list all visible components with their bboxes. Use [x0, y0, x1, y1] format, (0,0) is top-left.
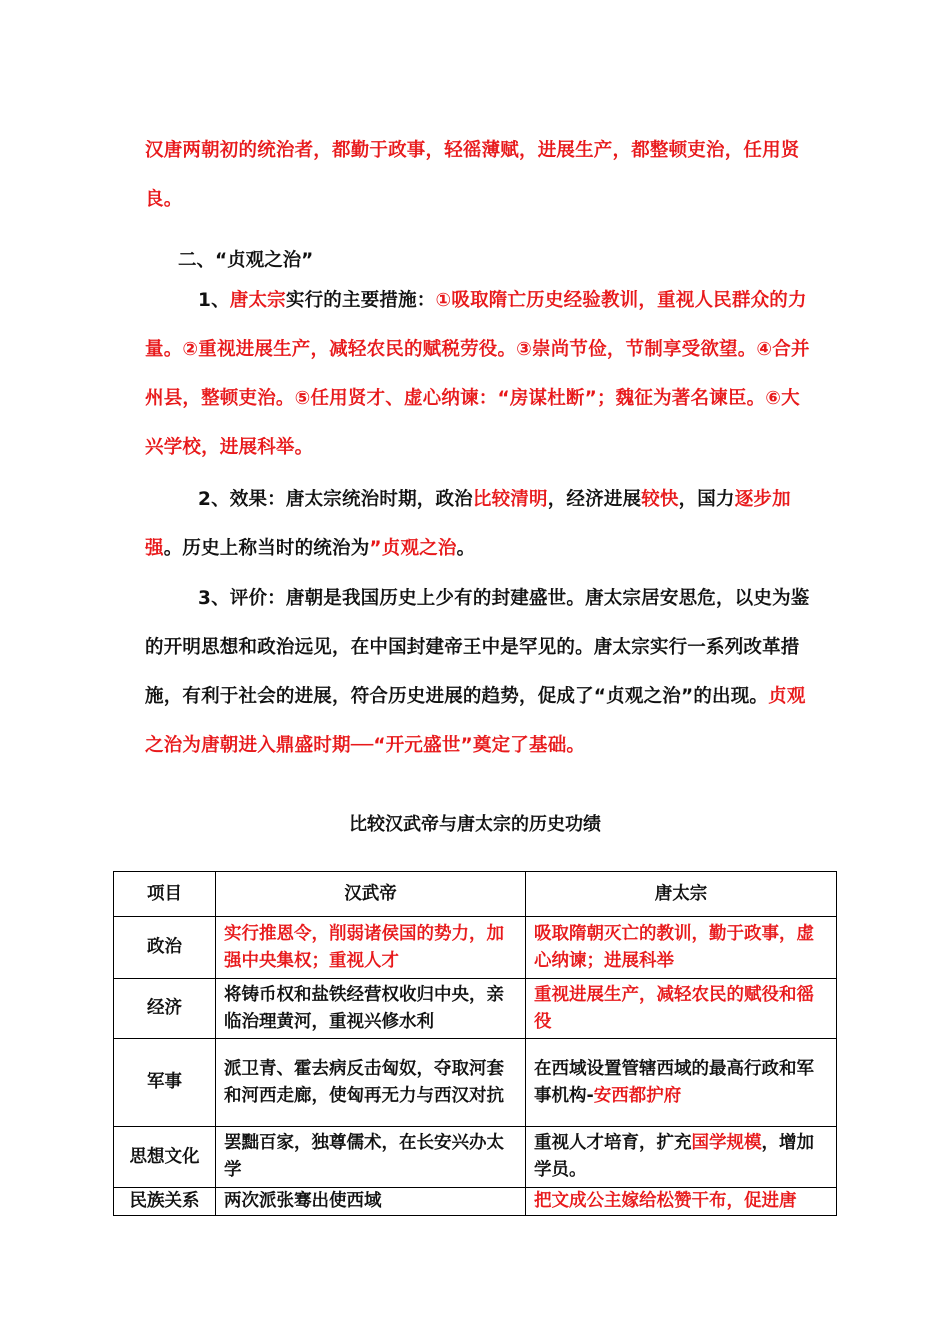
table-row [114, 1188, 837, 1216]
item1-prefix: 1、 [198, 290, 230, 311]
table-row [114, 917, 837, 979]
item2-red-1: 比较清明 [472, 489, 548, 510]
row-tang [526, 1039, 837, 1127]
row-item: 思想文化 [114, 1127, 216, 1188]
row-item: 经济 [114, 979, 216, 1039]
header-item: 项目 [114, 872, 216, 917]
row-tang-text: 在西域设置管辖西域的最高行政和军事机构- [534, 1058, 814, 1106]
item1-label: 实行的主要措施： [285, 290, 436, 311]
intro-text: 汉唐两朝初的统治者，都勤于政事，轻徭薄赋，进展生产，都整顿吏治，任用贤良。 [145, 140, 800, 210]
item1-paragraph [145, 276, 810, 472]
row-item: 军事 [114, 1039, 216, 1127]
row-tang-red: 安西都护府 [593, 1085, 682, 1106]
item2-red-2: 较快 [641, 489, 679, 510]
row-han: 将铸币权和盐铁经营权收归中央，亲临治理黄河，重视兴修水利 [216, 979, 526, 1039]
table-row [114, 1039, 837, 1127]
table-header-row [114, 872, 837, 917]
item2-text-3: ，国力 [678, 489, 735, 510]
row-item: 政治 [114, 917, 216, 979]
item2-text-1: 2、效果：唐太宗统治时期，政治 [198, 489, 473, 510]
row-tang-tail: ，增加学员。 [534, 1133, 814, 1180]
row-tang [526, 1127, 837, 1188]
table-caption: 比较汉武帝与唐太宗的历史功绩 [349, 814, 601, 835]
item2-paragraph [145, 475, 810, 573]
item1-emperor: 唐太宗 [229, 290, 286, 311]
row-tang-text: 重视人才培育，扩充 [534, 1133, 692, 1153]
section-heading: 二、“贞观之治” [178, 250, 314, 271]
row-han: 派卫青、霍去病反击匈奴，夺取河套和河西走廊，使匈再无力与西汉对抗 [216, 1039, 526, 1127]
item3-text: 3、评价：唐朝是我国历史上少有的封建盛世。唐太宗居安思危，以史为鉴的开明思想和政治远见，在中国封建帝王中是罕见的。唐太宗实行一系列改革措施，有利于社会的进展，符合历史进展的趋势，促成了“贞观之治”的出现。 [145, 588, 810, 707]
row-tang: 吸取隋朝灭亡的教训，勤于政事，虚心纳谏；进展科举 [526, 917, 837, 979]
item2-text-5: 。 [456, 538, 476, 559]
header-han: 汉武帝 [216, 872, 526, 917]
item3-paragraph [145, 574, 810, 770]
row-han: 罢黜百家，独尊儒术，在长安兴办太学 [216, 1127, 526, 1188]
row-han: 实行推恩令，削弱诸侯国的势力，加强中央集权；重视人才 [216, 917, 526, 979]
row-han: 两次派张骞出使西域 [216, 1188, 526, 1216]
item2-red-4: ”贞观之治 [369, 538, 457, 559]
row-tang-red: 国学规模 [691, 1133, 762, 1153]
row-item: 民族关系 [114, 1188, 216, 1216]
header-tang: 唐太宗 [526, 872, 837, 917]
comparison-table [113, 871, 837, 1216]
item2-text-2: ，经济进展 [547, 489, 642, 510]
table-row [114, 1127, 837, 1188]
item1-measures: ①吸取隋亡历史经验教训，重视人民群众的力量。②重视进展生产，减轻农民的赋税劳役。③崇尚节俭，节制享受欲望。④合并州县，整顿吏治。⑤任用贤才、虚心纳谏：“房谋杜断”；魏征为著名谏臣。⑥大兴学校，进展科举。 [145, 290, 810, 458]
item2-text-4: 。历史上称当时的统治为 [163, 538, 370, 559]
row-tang: 把文成公主嫁给松赞干布，促进唐 [526, 1188, 837, 1216]
item2-red-3: 逐步加强 [145, 489, 791, 559]
table-row [114, 979, 837, 1039]
item3-red: 贞观之治为唐朝进入鼎盛时期──“开元盛世”奠定了基础。 [145, 686, 806, 756]
row-tang: 重视进展生产，减轻农民的赋役和徭役 [526, 979, 837, 1039]
intro-paragraph [145, 126, 810, 224]
